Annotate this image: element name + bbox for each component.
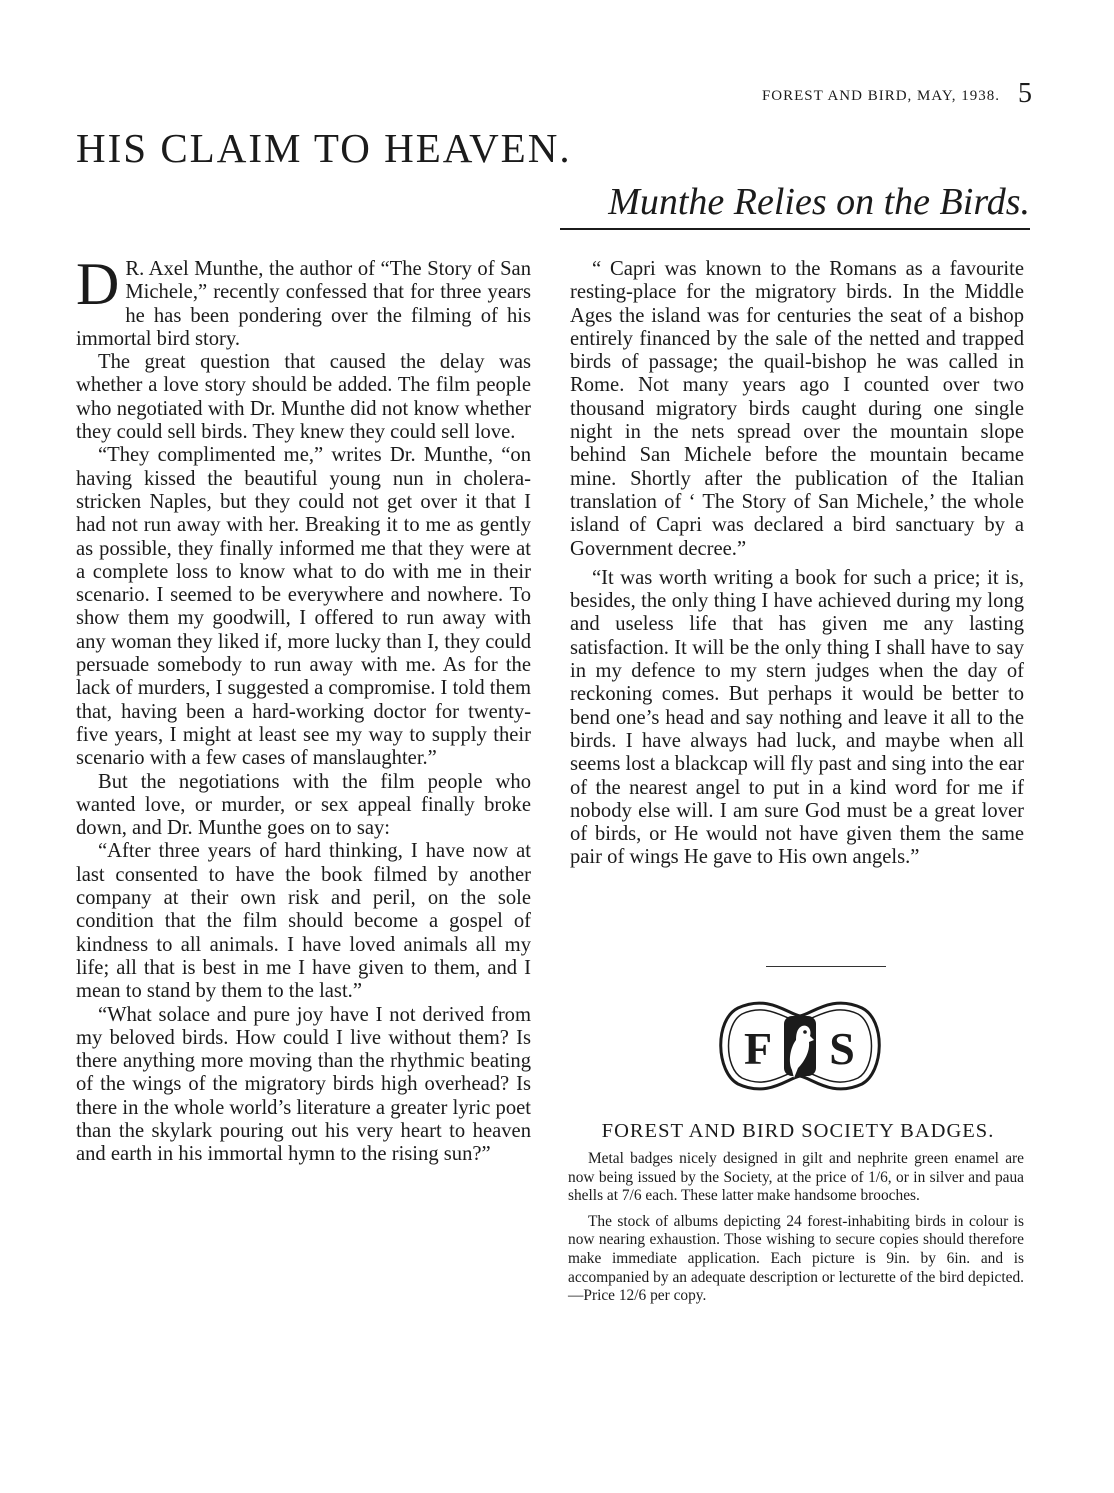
article-paragraph: “It was worth writing a book for such a price; it is, besides, the only thing I have achieved during my long and useless life that has given me any lasting satisfaction. It will be the only thing I shall have to say in my defence to my stern judges when the day of reckoning comes. But perhaps it would be better to bend one’s head and say nothing and leave it all to the birds. I have always had luck, and maybe when all seems lost a blackcap will fly past and sing into the ear of the nearest angel to put in a kind word for me if nobody else will. I am sure God must be a great lover of birds, or He would not have given them the same pair of wings He gave to His own angels.”: [570, 566, 1024, 869]
article-left-column: [76, 251, 531, 1167]
badges-paragraph: Metal badges nicely designed in gilt and nephrite green enamel are now being issued by the Society, at the price of 1/6, or in silver and paua shells at 7/6 each. These latter make handsome brooches.: [568, 1150, 1024, 1205]
badge-letter-s: S: [829, 1023, 855, 1074]
running-head: FOREST AND BIRD, MAY, 1938.: [761, 88, 1000, 104]
badge-letter-f: F: [743, 1023, 773, 1074]
badges-text: [568, 1150, 1024, 1313]
article-right-column: [570, 258, 1024, 876]
society-badge-logo: [718, 996, 882, 1096]
article-paragraph: “ Capri was known to the Romans as a favourite resting-place for the migratory birds. In the Middle Ages the island was for centuries the seat of a bishop entirely financed by the sale of the netted and trapped birds of passage; the quail-bishop he was called in Rome. Not many years ago I counted over two thousand migratory birds caught during one single night in the nets spread over the mountain slope behind San Michele before the mountain became mine. Shortly after the publication of the Italian translation of ‘ The Story of San Michele,’ the whole island of Capri was declared a bird sanctuary by a Government decree.”: [570, 258, 1024, 560]
drop-cap: D: [76, 251, 120, 317]
article-paragraph: “After three years of hard thinking, I have now at last consented to have the book filmed by another company at their own risk and peril, on the sole condition that the film should become a gospel of kindness to all animals. I have loved animals all my life; all that is best in me I have given to them, and I mean to stand by them to the last.”: [76, 840, 531, 1003]
page-number: 5: [1018, 78, 1032, 109]
badges-heading: FOREST AND BIRD SOCIETY BADGES.: [601, 1120, 995, 1142]
article-subtitle: Munthe Relies on the Birds.: [560, 180, 1030, 230]
article-paragraph: “What solace and pure joy have I not derived from my beloved birds. How could I live without them? Is there anything more moving than the rhythmic beating of the wings of the migratory birds high overhead? Is there in the whole world’s literature a greater lyric poet than the skylark pouring out his very heart to heaven and earth in his immortal hymn to the rising sun?”: [76, 1003, 531, 1166]
article-paragraph: The great question that caused the delay was whether a love story should be added. The film people who negotiated with Dr. Munthe did not know whether they could sell birds. They knew they could sell love.: [76, 351, 531, 444]
section-divider: [766, 966, 886, 967]
article-paragraph: D R. Axel Munthe, the author of “The Story of San Michele,” recently confessed that for three years he has been pondering over the filming of his immortal bird story.: [76, 251, 531, 350]
article-title: HIS CLAIM TO HEAVEN.: [76, 125, 572, 171]
article-paragraph: But the negotiations with the film people who wanted love, or murder, or sex appeal finally broke down, and Dr. Munthe goes on to say:: [76, 770, 531, 840]
badges-paragraph: The stock of albums depicting 24 forest-inhabiting birds in colour is now nearing exhaustion. Those wishing to secure copies should therefore make immediate application. Each picture is 9in. by 6in. and is accompanied by an adequate description or lecturette of the bird depicted.—Price 12/6 per copy.: [568, 1212, 1024, 1305]
article-paragraph: “They complimented me,” writes Dr. Munthe, “on having kissed the beautiful young nun in cholera-stricken Naples, but they could not get over it that I had not run away with her. Breaking it to me as gently as possible, they finally informed me that they were at a complete loss to know what to do with me in their scenario. I seemed to be everywhere and nowhere. To show them my goodwill, I offered to run away with any woman they liked if, more lucky than I, they could persuade somebody to run away with me. As for the lack of murders, I suggested a compromise. I told them that, having been a hard-working doctor for twenty-five years, I might at least see my way to supply their scenario with a few cases of manslaughter.”: [76, 444, 531, 770]
